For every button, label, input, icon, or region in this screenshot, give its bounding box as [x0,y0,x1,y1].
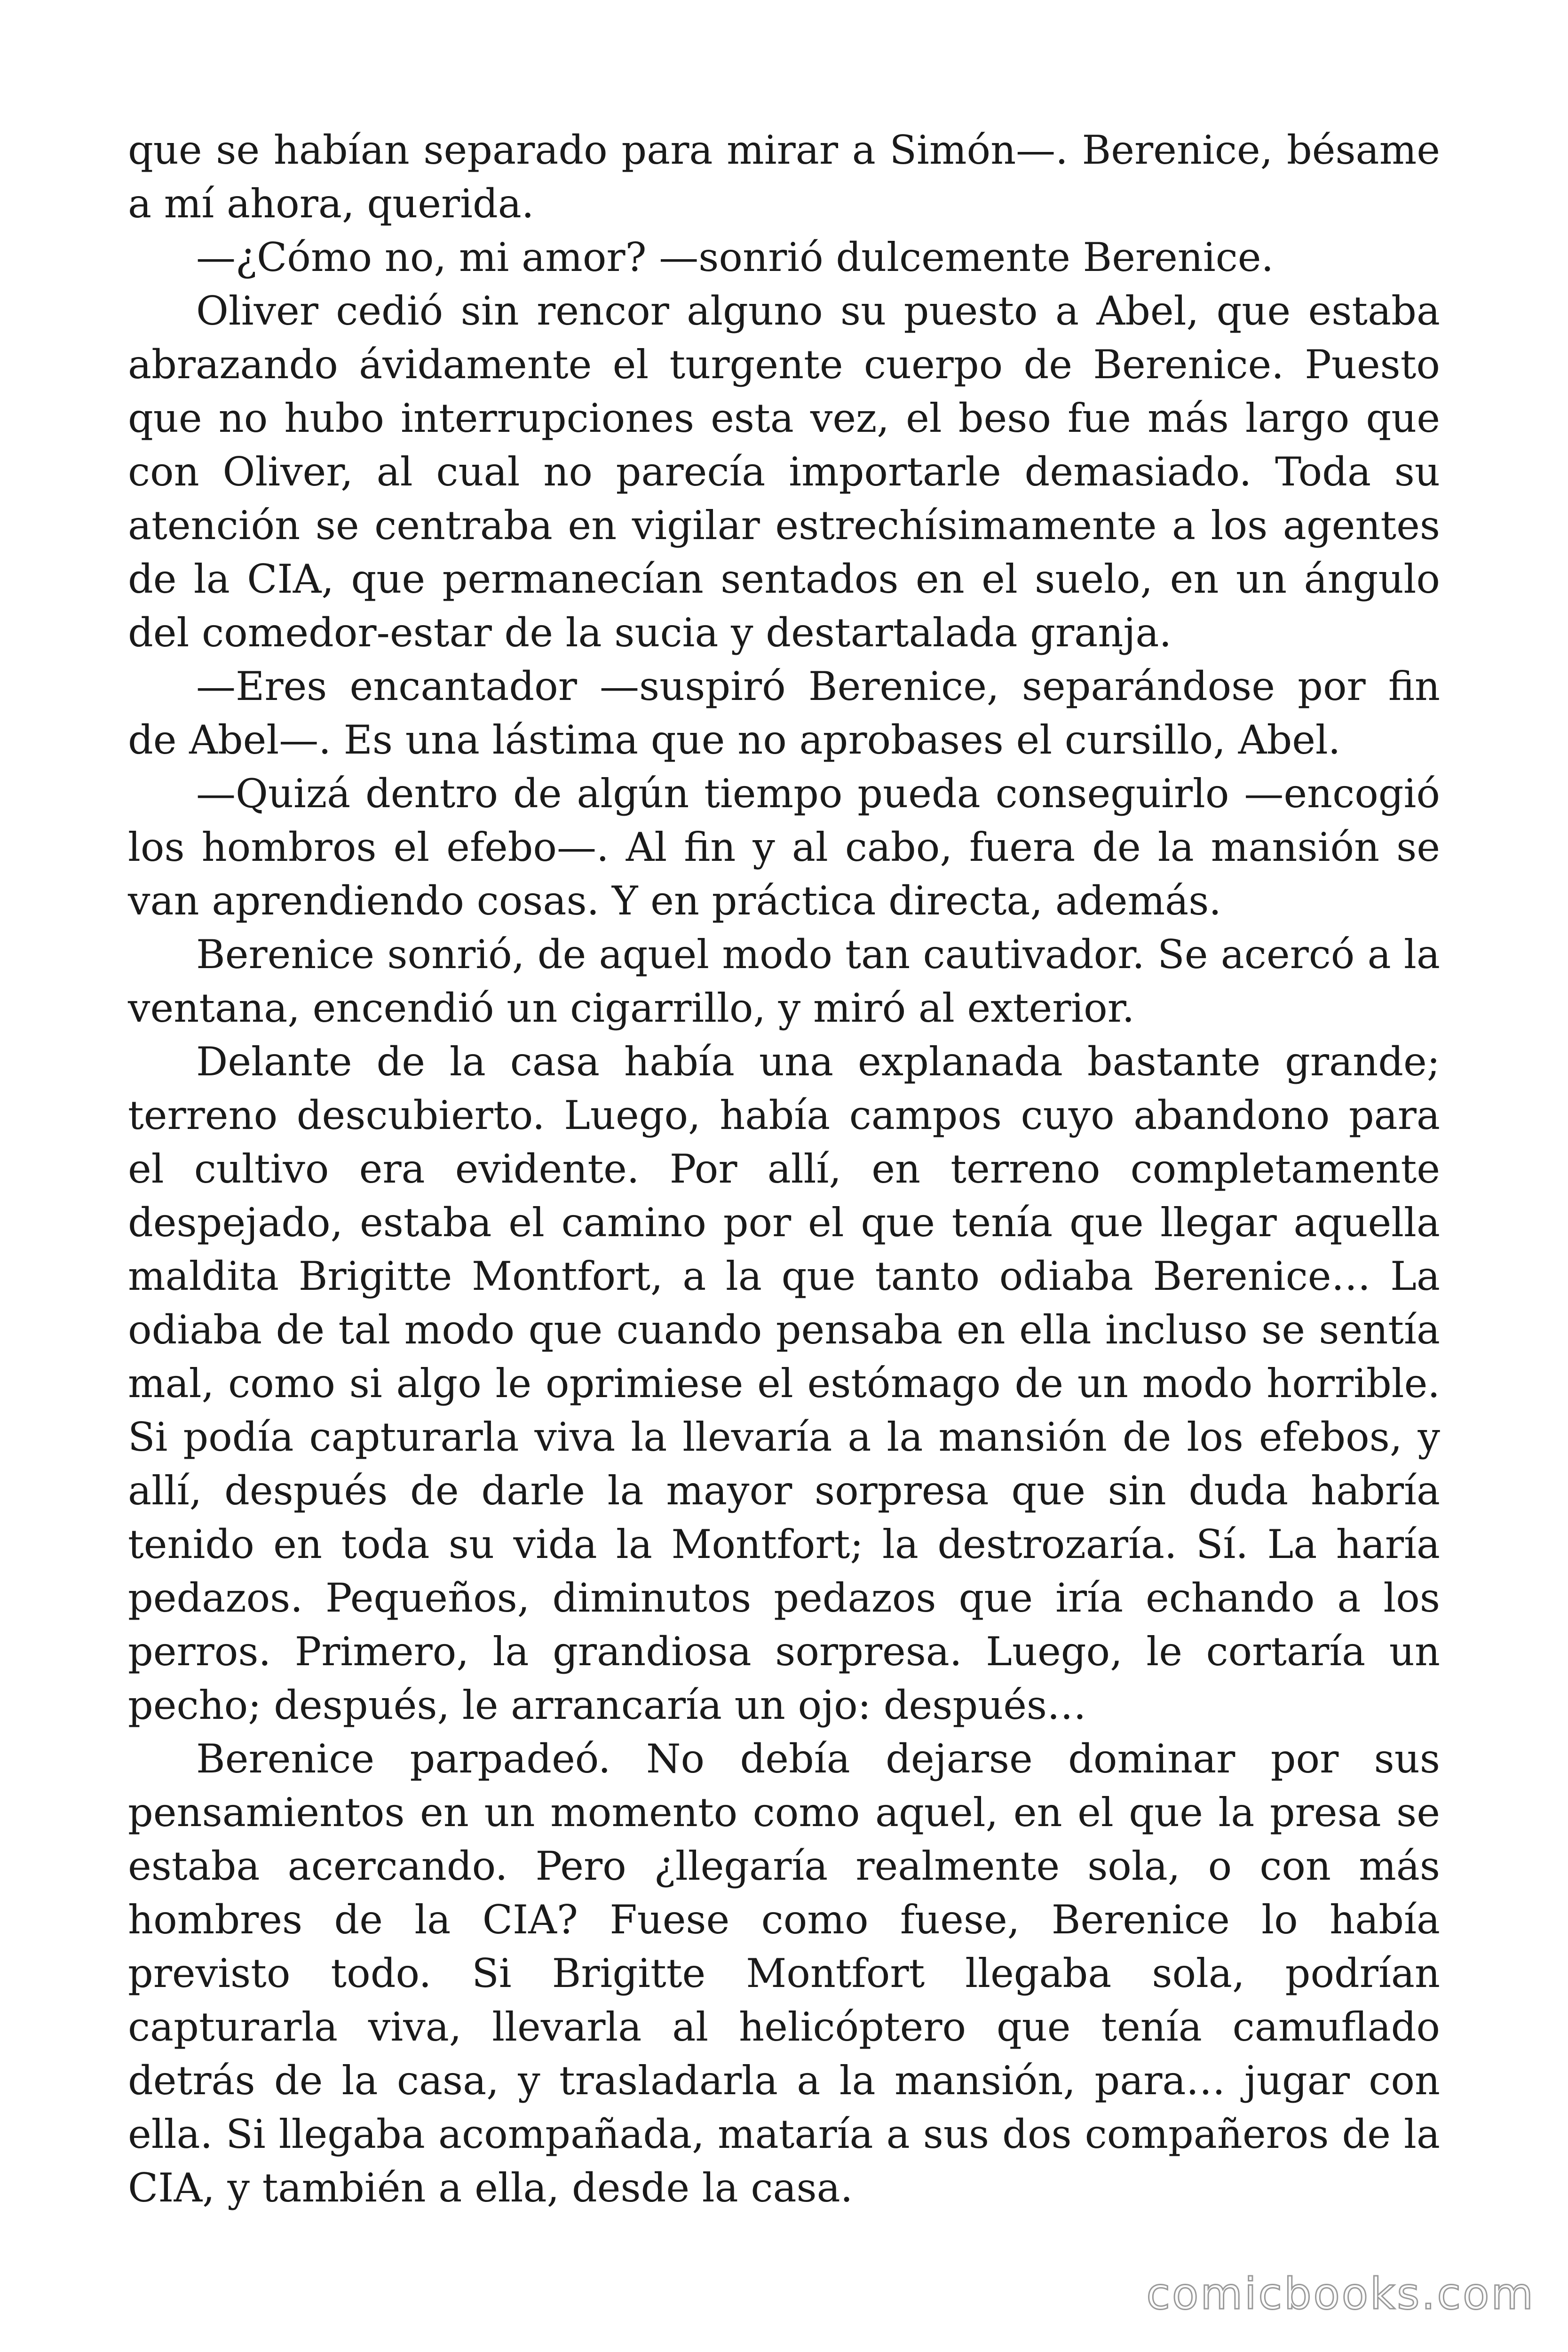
paragraph: —Quizá dentro de algún tiempo pueda conseguirlo —encogió los hombros el efebo—. Al fin y al cabo, fuera de la mansión se van aprendiendo cosas. Y en práctica directa, además. [128,771,1440,924]
paragraph: que se habían separado para mirar a Simón—. Berenice, bésame a mí ahora, querida. [128,127,1440,227]
paragraph: Berenice sonrió, de aquel modo tan cautivador. Se acercó a la ventana, encendió un cigarrillo, y miró al exterior. [128,931,1440,1031]
paragraph: —¿Cómo no, mi amor? —sonrió dulcemente Berenice. [196,234,1274,280]
page-body [128,123,1440,2240]
paragraph: —Eres encantador —suspiró Berenice, separándose por fin de Abel—. Es una lástima que no aprobases el cursillo, Abel. [128,663,1440,763]
paragraph: Berenice parpadeó. No debía dejarse dominar por sus pensamientos en un momento como aquel, en el que la presa se estaba acercando. Pero ¿llegaría realmente sola, o con más hombres de la CIA? Fuese como fuese, Berenice lo había previsto todo. Si Brigitte Montfort llegaba sola, podrían capturarla viva, llevarla al helicóptero que tenía camuflado detrás de la casa, y trasladarla a la mansión, para… jugar con ella. Si llegaba acompañada, mataría a sus dos compañeros de la CIA, y también a ella, desde la casa. [128,1736,1440,2211]
paragraph: Oliver cedió sin rencor alguno su puesto a Abel, que estaba abrazando ávidamente el turgente cuerpo de Berenice. Puesto que no hubo interrupciones esta vez, el beso fue más largo que con Oliver, al cual no parecía importarle demasiado. Toda su atención se centraba en vigilar estrechísimamente a los agentes de la CIA, que permanecían sentados en el suelo, en un ángulo del comedor-estar de la sucia y destartalada granja. [128,288,1440,656]
paragraph: Delante de la casa había una explanada bastante grande; terreno descubierto. Luego, había campos cuyo abandono para el cultivo era evidente. Por allí, en terreno completamente despejado, estaba el camino por el que tenía que llegar aquella maldita Brigitte Montfort, a la que tanto odiaba Berenice… La odiaba de tal modo que cuando pensaba en ella incluso se sentía mal, como si algo le oprimiese el estómago de un modo horrible. Si podía capturarla viva la llevaría a la mansión de los efebos, y allí, después de darle la mayor sorpresa que sin duda habría tenido en toda su vida la Montfort; la destrozaría. Sí. La haría pedazos. Pequeños, diminutos pedazos que iría echando a los perros. Primero, la grandiosa sorpresa. Luego, le cortaría un pecho; después, le arrancaría un ojo: después… [128,1039,1440,1728]
watermark: comicbooks.com [1146,2269,1535,2319]
